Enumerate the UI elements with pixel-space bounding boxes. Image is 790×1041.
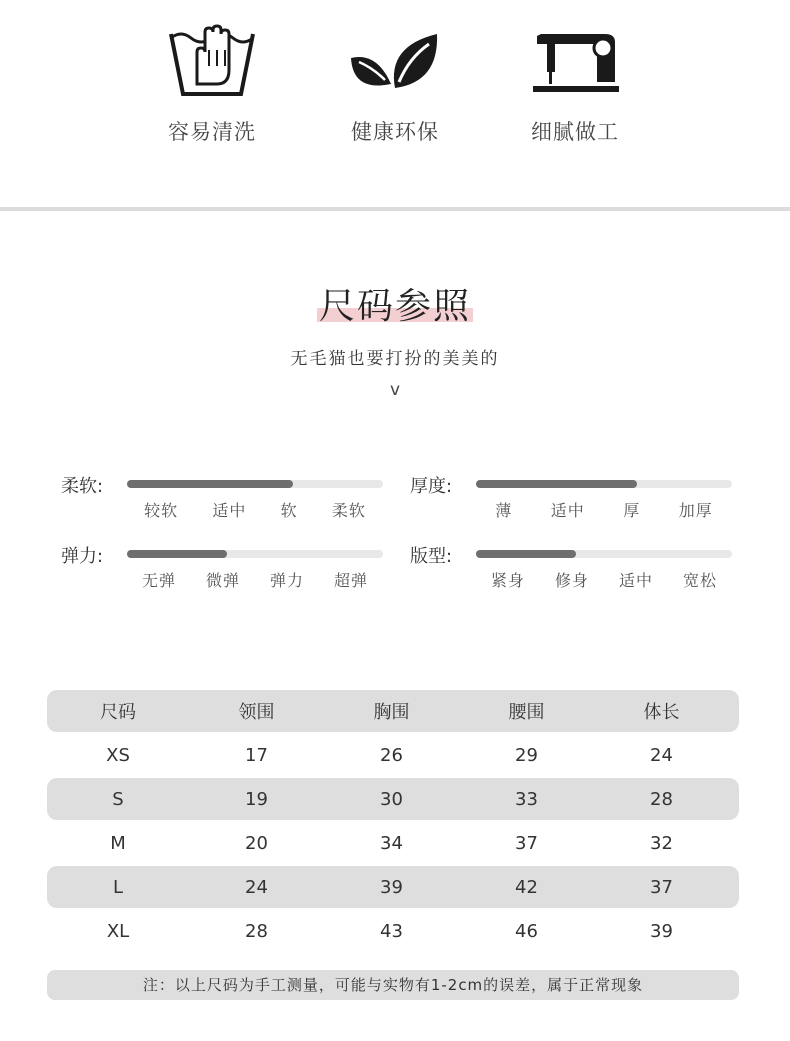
feature-fine-craft (475, 22, 675, 146)
table-row (47, 866, 739, 908)
table-row (47, 734, 739, 776)
table-cell: L (112, 876, 124, 898)
attribute-options (127, 498, 383, 521)
header-cell: 胸围 (373, 702, 410, 723)
attribute-name: 版型: (410, 546, 453, 567)
feature-label: 容易清洗 (168, 120, 256, 144)
header-cell: 尺码 (100, 702, 136, 723)
attribute-softness (61, 472, 401, 532)
option: 厚 (623, 501, 641, 520)
option: 紧身 (490, 571, 525, 590)
level-track (476, 550, 732, 558)
level-track (127, 480, 383, 488)
option: 微弹 (205, 571, 240, 590)
measurement-note: 注：以上尺码为手工测量，可能与实物有1-2cm的误差，属于正常现象 (47, 970, 739, 1000)
page-title: 尺码参照 (318, 286, 471, 327)
feature-section (0, 0, 790, 205)
table-cell: 26 (380, 744, 403, 766)
feature-eco (295, 22, 495, 146)
table-cell: 29 (515, 744, 538, 766)
option: 适中 (550, 501, 585, 520)
feature-label: 细腻做工 (531, 120, 619, 144)
table-cell: 37 (650, 876, 673, 898)
table-cell: 37 (515, 832, 538, 854)
table-cell: 33 (515, 788, 538, 810)
table-cell: 19 (245, 788, 268, 810)
feature-label: 健康环保 (351, 120, 439, 144)
header-cell: 领围 (238, 702, 275, 723)
option: 软 (280, 501, 298, 520)
table-cell: 28 (650, 788, 673, 810)
table-cell: 42 (515, 876, 538, 898)
hand-wash-icon (167, 22, 257, 98)
option: 加厚 (678, 501, 713, 520)
table-cell: 46 (515, 920, 538, 942)
table-row (47, 778, 739, 820)
level-fill (476, 550, 576, 558)
title-wrap (319, 278, 471, 329)
option: 弹力 (269, 571, 304, 590)
level-fill (127, 480, 293, 488)
attribute-name: 厚度: (410, 476, 453, 497)
level-track (476, 480, 732, 488)
option: 超弹 (333, 571, 368, 590)
attribute-elasticity (61, 542, 401, 602)
attribute-options (476, 568, 732, 591)
option: 无弹 (141, 571, 176, 590)
feature-easy-wash (112, 22, 312, 146)
table-cell: M (110, 832, 126, 854)
table-header-row (47, 690, 739, 732)
attribute-name: 柔软: (61, 476, 104, 497)
table-row (47, 910, 739, 952)
header-cell: 腰围 (508, 702, 545, 723)
table-cell: 43 (380, 920, 403, 942)
table-cell: XS (106, 744, 130, 766)
table-cell: 24 (245, 876, 268, 898)
table-cell: 24 (650, 744, 673, 766)
level-fill (476, 480, 637, 488)
level-track (127, 550, 383, 558)
option: 宽松 (682, 571, 717, 590)
table-cell: 34 (380, 832, 403, 854)
level-fill (127, 550, 227, 558)
attribute-thickness (410, 472, 750, 532)
option: 柔软 (331, 501, 366, 520)
header-cell: 体长 (643, 702, 680, 723)
option: 适中 (618, 571, 653, 590)
attribute-options (476, 498, 732, 521)
option: 薄 (495, 501, 513, 520)
attribute-fit (410, 542, 750, 602)
table-cell: 30 (380, 788, 403, 810)
attribute-options (127, 568, 383, 591)
table-cell: 39 (380, 876, 403, 898)
table-cell: 17 (245, 744, 268, 766)
option: 较软 (144, 501, 179, 520)
subtitle: 无毛猫也要打扮的美美的 (290, 349, 500, 369)
table-row (47, 822, 739, 864)
leaf-icon (347, 22, 443, 98)
chevron-down-icon: v (389, 380, 401, 400)
size-table (47, 690, 739, 954)
table-cell: 39 (650, 920, 673, 942)
option: 修身 (554, 571, 589, 590)
option: 适中 (212, 501, 247, 520)
table-cell: 20 (245, 832, 268, 854)
table-cell: XL (106, 920, 130, 942)
table-cell: 32 (650, 832, 673, 854)
attribute-name: 弹力: (61, 546, 104, 567)
section-divider (0, 207, 790, 211)
size-heading (0, 278, 790, 329)
table-cell: S (112, 788, 124, 810)
sewing-machine-icon (527, 22, 623, 98)
table-cell: 28 (245, 920, 268, 942)
